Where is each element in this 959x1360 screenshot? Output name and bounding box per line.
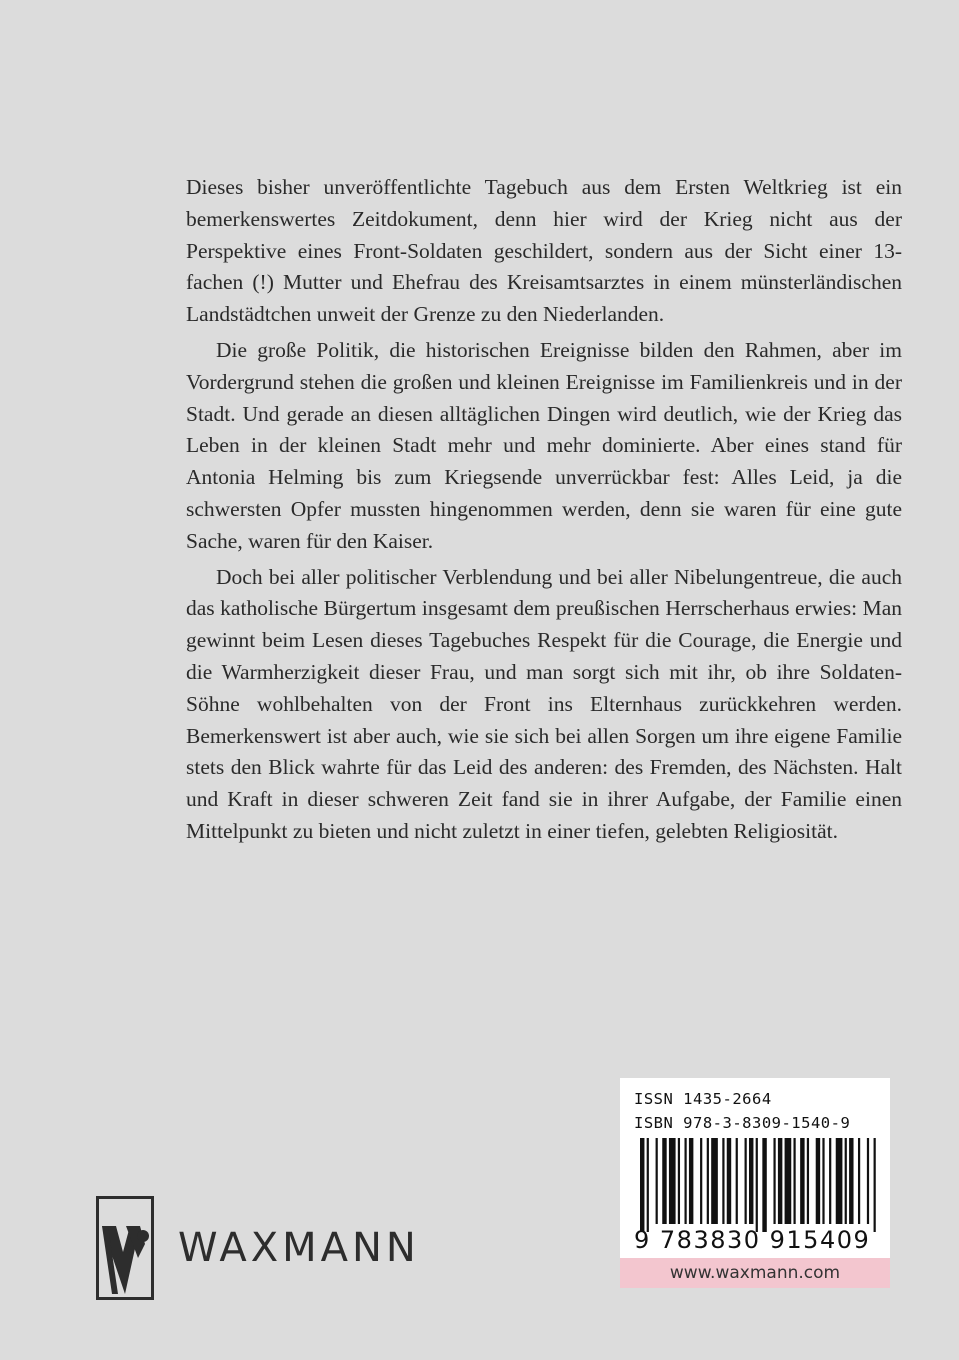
issn: ISSN 1435-2664	[634, 1090, 772, 1108]
barcode-bar	[656, 1138, 658, 1224]
barcode-bar	[773, 1138, 775, 1224]
identifier-codes	[634, 1087, 850, 1135]
barcode-bar	[793, 1138, 795, 1224]
barcode-bar	[745, 1138, 747, 1224]
barcode-bar	[662, 1138, 666, 1224]
barcode-bar	[684, 1138, 686, 1224]
barcode-bar	[736, 1138, 738, 1224]
blurb-paragraph-2: Die große Politik, die historischen Ereignisse bilden den Rahmen, aber im Vordergrund stehen die großen und kleinen Ereignisse im Familienkreis und in der Stadt. Und gerade an diesen alltäglichen Dingen wird deutlich, wie der Krieg das Leben in der kleinen Stadt mehr und mehr dominierte. Aber eines stand für Antonia Helming bis zum Kriegsende unverrückbar fest: Alles Leid, ja die schwersten Opfer mussten hingenommen werden, denn sie waren für eine gute Sache, waren für den Kaiser.	[186, 337, 902, 553]
blurb-paragraph-3: Doch bei aller politischer Verblendung und bei aller Nibelungentreue, die auch das katholische Bürgertum insgesamt dem preußischen Herrscherhaus erwies: Man gewinnt beim Lesen dieses Tagebuches Respekt für die Courage, die Energie und die Warmherzigkeit dieser Frau, und man sorgt sich mit ihr, ob ihre Soldaten-Söhne wohlbehalten von der Front ins Elternhaus zurückkehren werden. Bemerkenswert ist aber auch, wie sie sich bei allen Sorgen um ihre eigene Familie stets den Blick wahrte für das Leid des anderen: des Fremden, des Nächsten. Halt und Kraft in dieser schweren Zeit fand sie in ihrer Aufgabe, der Familie einen Mittelpunkt zu bieten und nicht zuletzt in einer tiefen, gelebten Religiosität.	[186, 564, 902, 843]
barcode-bar	[822, 1138, 824, 1224]
barcode-bar	[829, 1138, 831, 1224]
publisher-logo	[96, 1196, 420, 1300]
publisher-name: WAXMANN	[178, 1225, 420, 1271]
blurb-paragraph-1: Dieses bisher unveröffentlichte Tagebuch aus dem Ersten Weltkrieg ist ein bemerkenswertes Zeitdokument, denn hier wird der Krieg nicht aus der Perspektive eines Front-Soldaten geschildert, sondern aus der Sicht einer 13-fachen (!) Mutter und Ehefrau des Kreisamtsarztes in einem münsterländischen Landstädtchen unweit der Grenze zu den Niederlanden.	[186, 175, 902, 327]
barcode-bar	[689, 1138, 693, 1224]
publisher-url: www.waxmann.com	[620, 1258, 890, 1288]
barcode-bar	[756, 1138, 758, 1232]
barcode-bar	[762, 1138, 766, 1232]
barcode-bar	[816, 1138, 820, 1224]
barcode-bar	[836, 1138, 843, 1224]
barcode-digits: 9 783830 915409	[634, 1226, 871, 1254]
barcode-bar	[778, 1138, 782, 1224]
waxmann-logo-icon	[96, 1196, 154, 1300]
back-cover-blurb	[186, 172, 902, 848]
barcode-bar	[647, 1138, 649, 1232]
barcode-bar	[722, 1138, 724, 1224]
barcode-bar	[807, 1138, 809, 1224]
barcode-bar	[749, 1138, 753, 1224]
barcode-bar	[727, 1138, 731, 1224]
barcode-bar	[858, 1138, 860, 1224]
barcode-bar	[700, 1138, 702, 1224]
barcode-bar	[874, 1138, 876, 1232]
barcode-bar	[867, 1138, 869, 1224]
barcode-bar	[669, 1138, 676, 1224]
isbn: ISBN 978-3-8309-1540-9	[634, 1114, 851, 1132]
barcode-bar	[845, 1138, 847, 1224]
barcode-bar	[707, 1138, 709, 1224]
barcode-bars	[640, 1138, 878, 1232]
barcode-box	[620, 1078, 890, 1288]
barcode-bar	[785, 1138, 792, 1224]
barcode-bar	[640, 1138, 644, 1232]
barcode-bar	[849, 1138, 853, 1224]
barcode-bar	[800, 1138, 804, 1224]
barcode-bar	[678, 1138, 680, 1224]
barcode-bar	[711, 1138, 718, 1224]
